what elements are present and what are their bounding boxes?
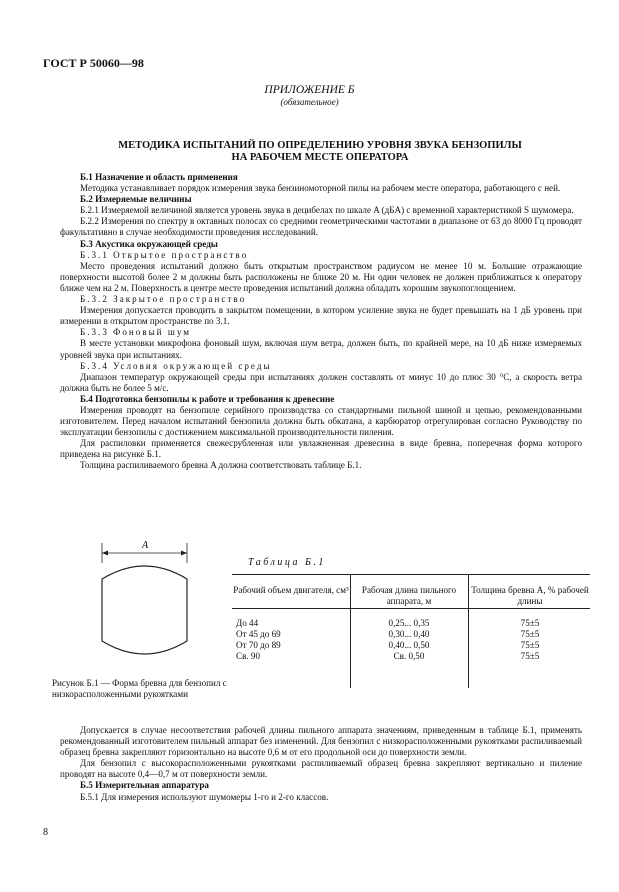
table-cell: От 70 до 89	[236, 640, 281, 650]
subsection-heading: Б.3.3 Фоновый шум	[80, 327, 192, 338]
table-cell: 75±5	[520, 629, 540, 639]
table-title: Таблица Б.1	[248, 557, 326, 568]
paragraph: Б.2.1 Измеряемой величиной является уровень звука в децибелах по шкале A (дБA) с временной характеристикой S шумомера.	[80, 205, 574, 216]
table-cell: 0,25... 0,35	[388, 618, 430, 628]
table-cell: Св. 90	[236, 651, 260, 661]
table-cell: Св. 0,50	[393, 651, 425, 661]
paragraph: Методика устанавливает порядок измерения звука бензиномоторной пилы на рабочем месте оператора, работающего с ней.	[80, 183, 561, 194]
paragraph: Для бензопил с высокорасположенными рукоятками распиливаемый образец бревна закрепляют вертикально и пиление проводят на высоте 0,4—0,7 м от поверхности земли.	[60, 758, 582, 780]
section-heading: Б.1 Назначение и область применения	[80, 172, 238, 182]
subsection-heading: Б.3.2 Закрытое пространство	[80, 294, 247, 305]
paragraph: Место проведения испытаний должно быть открытым пространством радиусом не менее 10 м. Большие отражающие поверхности высотой более 2 м должны быть расположены не ближе 20 м. Ни один человек не должен приближаться к оператору ближе чем на 2 м. Поверхность в центре месте проведения испытаний должна обладать хорошим звукопоглощением.	[60, 260, 582, 293]
table-header-3: Толщина бревна A, % рабочей длины	[471, 585, 589, 606]
table-cell: 75±5	[520, 618, 540, 628]
dimension-label: A	[141, 540, 149, 551]
section-heading: Б.2 Измеряемые величины	[80, 194, 192, 205]
log-section-shape	[102, 566, 187, 654]
subsection-heading: Б.3.4 Условия окружающей среды	[80, 360, 272, 371]
paragraph: Для распиловки применяется свежесрубленная или увлажненная древесина в виде бревна, поперечная форма которого приведена на рисунке Б.1.	[60, 438, 582, 460]
log-figure	[95, 537, 195, 672]
main-title	[90, 140, 550, 164]
body-text	[60, 172, 582, 472]
paragraph: Толщина распиливаемого бревна A должна соответствовать таблице Б.1.	[80, 460, 362, 471]
section-heading: Б.4 Подготовка бензопилы к работе и требования к древесине	[80, 393, 335, 404]
table-cell: 0,30... 0,40	[388, 629, 430, 639]
main-title-line-1: МЕТОДИКА ИСПЫТАНИЙ ПО ОПРЕДЕЛЕНИЮ УРОВНЯ ЗВУКА БЕНЗОПИЛЫ	[118, 140, 522, 151]
table-header-1: Рабочий объем двигателя, см³	[233, 585, 349, 595]
paragraph: В месте установки микрофона фоновый шум, включая шум ветра, должен быть, по крайней мере, на 10 дБ ниже измеряемых уровней звука при испытаниях.	[60, 338, 582, 360]
section-heading: Б.5 Измерительная аппаратура	[80, 780, 209, 791]
paragraph: Измерения допускается проводить в закрытом помещении, в котором усиление звука не будет превышать на 1 дБ уровень при измерении в открытом пространстве по 3.1.	[60, 305, 582, 327]
subsection-heading: Б.3.1 Открытое пространство	[80, 249, 249, 260]
paragraph: Диапазон температур окружающей среды при испытаниях должен составлять от минус 10 до плюс 30 °С, а скорость ветра должна быть не более 5 м/с.	[60, 371, 582, 393]
table-cell: 0,40... 0,50	[388, 640, 430, 650]
paragraph: Допускается в случае несоответствия рабочей длины пильного аппарата значениям, приведенным в таблице Б.1, применять рекомендованный изготовителем пильный аппарат без изменений. Для бензопил с низкорасположенными рукоятками распиливаемый образец бревна закрепляют горизонтально на высоте 0,6 м от его продольной оси до поверхности земли.	[60, 725, 582, 758]
paragraph: Измерения проводят на бензопиле серийного производства со стандартными пильной шиной и цепью, рекомендованными изготовителем. Перед началом испытаний бензопила должна быть обкатана, а карбюратор отрегулирован согласно Руководству по эксплуатации бензопилы с достижением максимальной производительности пиления.	[60, 404, 582, 438]
table-cell: 75±5	[520, 651, 540, 661]
table-cell: От 45 до 69	[236, 629, 281, 639]
table-cell: До 44	[236, 618, 259, 628]
page-number: 8	[43, 827, 48, 838]
document-id: ГОСТ Р 50060—98	[43, 56, 144, 70]
body-text-after	[60, 725, 582, 803]
appendix-status: (обязательное)	[280, 97, 339, 107]
table-cell: 75±5	[520, 640, 540, 650]
table-header-2: Рабочая длина пильного аппарата, м	[361, 585, 457, 606]
paragraph: Б.5.1 Для измерения используют шумомеры 1-го и 2-го классов.	[80, 791, 329, 802]
appendix-title: ПРИЛОЖЕНИЕ Б	[264, 84, 355, 96]
paragraph: Б.2.2 Измерения по спектру в октавных полосах со средними геометрическими частотами в диапазоне от 63 до 8000 Гц проводят факультативно в случае необходимости проведения исследований.	[60, 216, 582, 238]
main-title-line-2: НА РАБОЧЕМ МЕСТЕ ОПЕРАТОРА	[231, 152, 409, 163]
table	[232, 574, 590, 698]
section-heading: Б.3 Акустика окружающей среды	[80, 238, 218, 249]
figure-caption: Рисунок Б.1 — Форма бревна для бензопил с низкорасположенными рукоятками	[52, 678, 227, 699]
